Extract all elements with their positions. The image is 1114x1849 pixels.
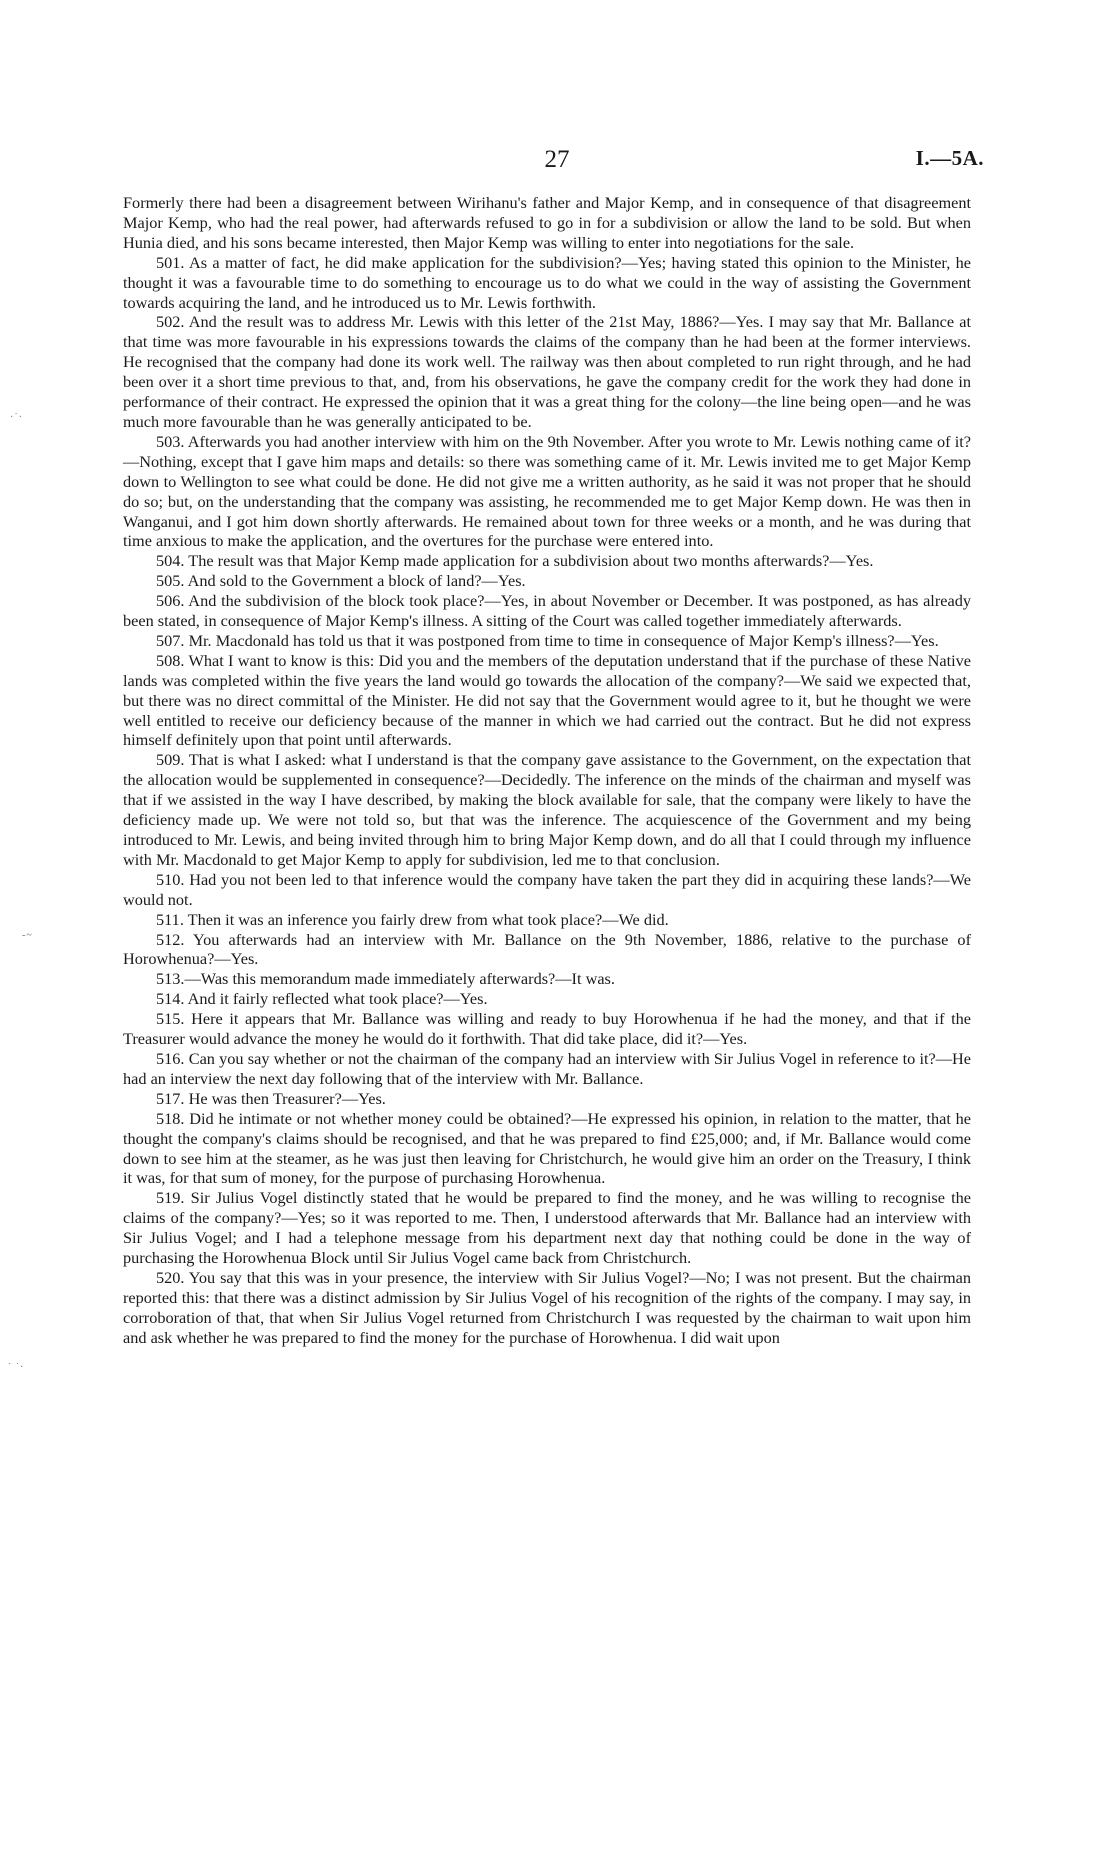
margin-mark: ·˙· xyxy=(10,412,23,423)
paragraph-515: 515. Here it appears that Mr. Ballance was willing and ready to buy Horowhenua if he had the money, and that if the Treasurer would advance the money he would do it forthwith. That did take place, did it?—Yes. xyxy=(123,1009,971,1049)
paragraph-509: 509. That is what I asked: what I understand is that the company gave assistance to the Government, on the expectation that the allocation would be supplemented in consequence?—Decidedly. The inference on the minds of the chairman and myself was that if we assisted in the way I have described, by making the block available for sale, that the company were likely to have the deficiency made up. We were not told so, but that was the inference. The acquiescence of the Government and my being introduced to Mr. Lewis, and being invited through him to bring Major Kemp down, and do all that I could through my influence with Mr. Macdonald to get Major Kemp to apply for subdivision, led me to that conclusion. xyxy=(123,750,971,869)
paragraph-507: 507. Mr. Macdonald has told us that it was postponed from time to time in consequence of Major Kemp's illness?—Yes. xyxy=(156,630,939,650)
paragraph-510: 510. Had you not been led to that inference would the company have taken the part they did in acquiring these lands?—We would not. xyxy=(123,869,971,909)
paragraph-502: 502. And the result was to address Mr. Lewis with this letter of the 21st May, 1886?—Yes. I may say that Mr. Ballance at that time was more favourable in his expressions towards the claims of the company than he had been at the former interviews. He recognised that the company had done its work well. The railway was then about completed to run right through, and he had been over it a short time previous to that, and, from his observations, he gave the company credit for the work they had done in performance of their contract. He expressed the opinion that it was a great thing for the colony—the line being open—and he was much more favourable than he was generally anticipated to be. xyxy=(123,312,971,431)
paragraph-506: 506. And the subdivision of the block took place?—Yes, in about November or December. It was postponed, as has already been stated, in consequence of Major Kemp's illness. A sitting of the Court was called together immediately afterwards. xyxy=(123,591,971,631)
body-text xyxy=(123,193,971,1348)
paragraph-503: 503. Afterwards you had another interview with him on the 9th November. After you wrote to Mr. Lewis nothing came of it?—Nothing, except that I gave him maps and details: so there was something came of it. Mr. Lewis invited me to get Major Kemp down to Wellington to see what could be done. He did not give me a written authority, as he said it was not proper that he should do so; but, on the understanding that the company was assisting, he recommended me to get Major Kemp down. He was then in Wanganui, and I got him down shortly afterwards. He remained about town for three weeks or a month, and he was during that time anxious to make the application, and the overtures for the purchase were entered into. xyxy=(123,431,971,551)
paragraph-intro: Formerly there had been a disagreement between Wirihanu's father and Major Kemp, and in consequence of that disagreement Major Kemp, who had the real power, had afterwards refused to go in for a subdivision or allow the land to be sold. But when Hunia died, and his sons became interested, then Major Kemp was willing to enter into negotiations for the sale. xyxy=(123,193,971,252)
paragraph-519: 519. Sir Julius Vogel distinctly stated that he would be prepared to find the money, and he was willing to recognise the claims of the company?—Yes; so it was reported to me. Then, I understood afterwards that Mr. Ballance had an interview with Sir Julius Vogel; and I had a telephone message from his department next day that nothing could be done in the way of purchasing the Horowhenua Block until Sir Julius Vogel came back from Christchurch. xyxy=(123,1188,971,1268)
paragraph-516: 516. Can you say whether or not the chairman of the company had an interview with Sir Julius Vogel in reference to it?—He had an interview the next day following that of the interview with Mr. Ballance. xyxy=(123,1048,971,1088)
page-number: 27 xyxy=(544,146,570,173)
paragraph-508: 508. What I want to know is this: Did you and the members of the deputation understand that if the purchase of these Native lands was completed within the five years the land would go towards the allocation of the company?—We said we expected that, but there was no direct committal of the Minister. He did not say that the Government would agree to it, but he thought we were well entitled to receive our deficiency because of the manner in which we had carried out the contract. But he did not express himself definitely upon that point until afterwards. xyxy=(123,650,971,750)
paragraph-513: 513.—Was this memorandum made immediately afterwards?—It was. xyxy=(156,969,615,989)
paragraph-514: 514. And it fairly reflected what took place?—Yes. xyxy=(156,989,488,1009)
margin-mark: -~ xyxy=(22,930,33,941)
paragraph-520: 520. You say that this was in your presence, the interview with Sir Julius Vogel?—No; I was not present. But the chairman reported this: that there was a distinct admission by Sir Julius Vogel of his recognition of the rights of the company. I may say, in corroboration of that, that when Sir Julius Vogel returned from Christchurch I was requested by the chairman to wait upon him and ask whether he was prepared to find the money for the purchase of Horowhenua. I did wait upon xyxy=(123,1267,971,1347)
paragraph-512: 512. You afterwards had an interview with Mr. Ballance on the 9th November, 1886, relative to the purchase of Horowhenua?—Yes. xyxy=(123,929,971,969)
paragraph-511: 511. Then it was an inference you fairly drew from what took place?—We did. xyxy=(156,909,669,929)
page-header xyxy=(0,146,1114,176)
paragraph-501: 501. As a matter of fact, he did make application for the subdivision?—Yes; having stated this opinion to the Minister, he thought it was a favourable time to do something to encourage us to do what we could in the way of assisting the Government towards acquiring the land, and he introduced us to Mr. Lewis forthwith. xyxy=(123,252,971,312)
paragraph-504: 504. The result was that Major Kemp made application for a subdivision about two months afterwards?—Yes. xyxy=(156,551,874,571)
margin-mark: ˙ ˙· xyxy=(8,1362,25,1373)
paragraph-518: 518. Did he intimate or not whether money could be obtained?—He expressed his opinion, in relation to the matter, that he thought the company's claims should be recognised, and that he was prepared to find £25,000; and, if Mr. Ballance would come down to see him at the steamer, as he was just then leaving for Christchurch, he would give him an order on the Treasury, I think it was, for that sum of money, for the purpose of purchasing Horowhenua. xyxy=(123,1108,971,1188)
document-reference: I.—5A. xyxy=(915,146,984,170)
paragraph-517: 517. He was then Treasurer?—Yes. xyxy=(156,1088,386,1108)
paragraph-505: 505. And sold to the Government a block of land?—Yes. xyxy=(156,571,526,591)
